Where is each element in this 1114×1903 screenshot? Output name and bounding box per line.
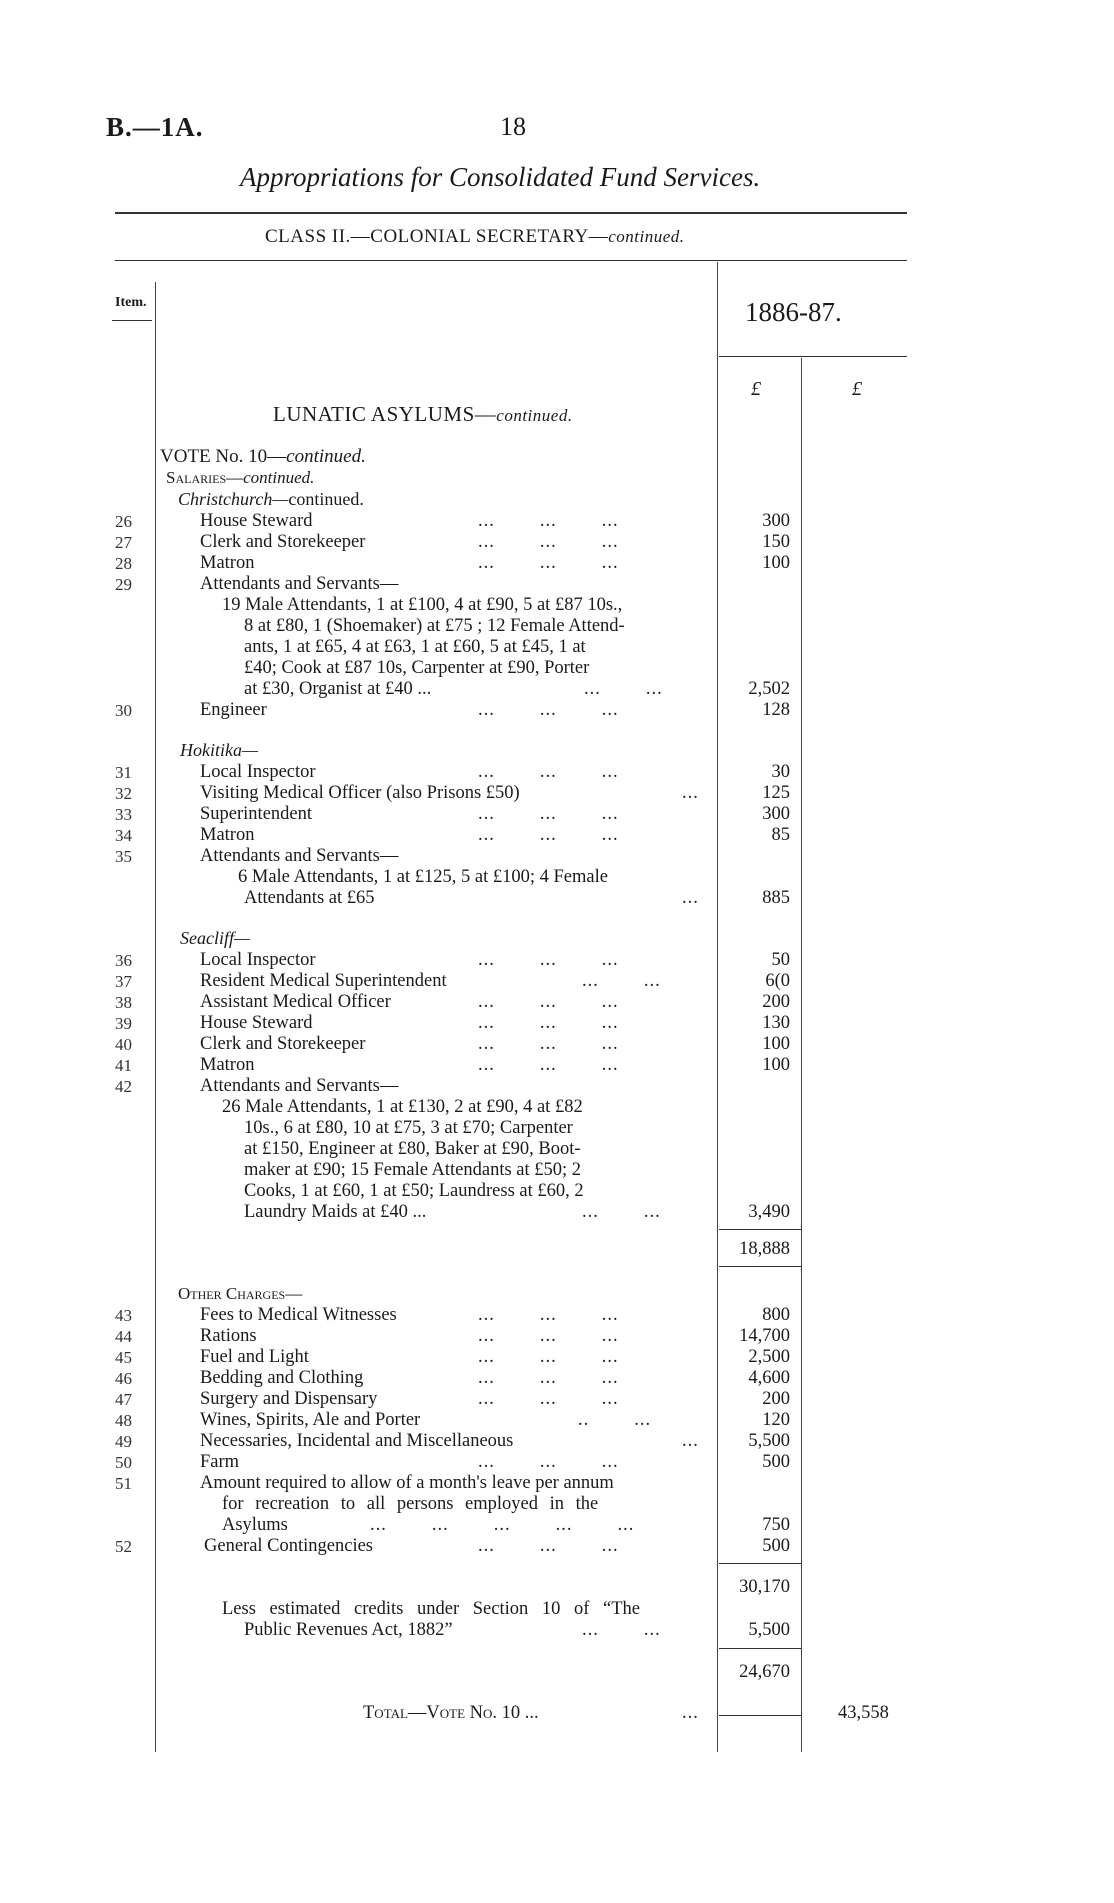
item-description: Local Inspector [200, 762, 316, 782]
item-amount: 800 [762, 1305, 790, 1325]
item-amount: 750 [762, 1515, 790, 1535]
item-column-header: Item. [115, 295, 147, 310]
document-reference: B.—1A. [106, 112, 204, 142]
title-rule [115, 212, 907, 214]
leader-dots: ... ... ... [478, 1305, 619, 1325]
leader-dots: ... ... [582, 971, 661, 991]
leader-dots: .. ... [578, 1410, 652, 1430]
leader-dots: ... ... ... [478, 825, 619, 845]
item-number: 46 [115, 1369, 132, 1388]
item-amount: 14,700 [739, 1326, 790, 1346]
item-header-rule [112, 320, 152, 321]
subtotal-rule [719, 1229, 801, 1230]
item-amount: 100 [762, 1034, 790, 1054]
seacliff-heading: Seacliff— [180, 928, 250, 948]
subtotal-rule [719, 1648, 801, 1649]
item-amount: 5,500 [748, 1431, 790, 1451]
item-amount: 6(0 [765, 971, 790, 991]
salaries-subtotal: 18,888 [739, 1239, 790, 1259]
section-title: LUNATIC ASYLUMS—continued. [273, 402, 573, 426]
total-rule [719, 1715, 801, 1716]
item-amount: 500 [762, 1536, 790, 1556]
leader-dots: ... ... ... [478, 1013, 619, 1033]
leader-dots: ... ... ... [478, 1452, 619, 1472]
item-amount: 125 [762, 783, 790, 803]
item-amount: 300 [762, 511, 790, 531]
item-description: Attendants and Servants— [200, 574, 399, 594]
item-amount: 130 [762, 1013, 790, 1033]
year-header-rule [719, 356, 907, 357]
item-number: 52 [115, 1537, 132, 1556]
item-number: 48 [115, 1411, 132, 1430]
year-column-header: 1886-87. [745, 297, 842, 327]
subtotal-rule [719, 1563, 801, 1564]
item-amount: 30 [771, 762, 790, 782]
item-number: 51 [115, 1474, 132, 1493]
leader-dots: ... ... ... [478, 1536, 619, 1556]
item-number: 47 [115, 1390, 132, 1409]
item-number: 28 [115, 554, 132, 573]
currency-symbol-totals: £ [852, 378, 862, 400]
item-number: 36 [115, 951, 132, 970]
leader-dots: ... ... ... [478, 1034, 619, 1054]
item-description: Clerk and Storekeeper [200, 532, 366, 552]
vote-line: VOTE No. 10—continued. [160, 446, 366, 467]
leader-dots: ... [682, 1703, 699, 1723]
item-number: 41 [115, 1056, 132, 1075]
item-description: Rations [200, 1326, 257, 1346]
item-description: Amount required to allow of a month's leave per annum [200, 1473, 614, 1493]
leader-dots: ... ... ... [478, 950, 619, 970]
item-amount: 2,502 [748, 679, 790, 699]
item-number: 39 [115, 1014, 132, 1033]
leader-dots: ... ... ... [478, 553, 619, 573]
leader-dots: ... ... ... [478, 532, 619, 552]
currency-symbol-items: £ [751, 378, 761, 400]
item-amount: 100 [762, 553, 790, 573]
leader-dots: ... ... ... [478, 804, 619, 824]
item-number: 43 [115, 1306, 132, 1325]
item-amount: 100 [762, 1055, 790, 1075]
item-description: Surgery and Dispensary [200, 1389, 378, 1409]
item-description: Fees to Medical Witnesses [200, 1305, 397, 1325]
item-description: Attendants and Servants— [200, 1076, 399, 1096]
leader-dots: ... ... ... [478, 1389, 619, 1409]
other-charges-subtotal: 30,170 [739, 1577, 790, 1597]
item-number: 37 [115, 972, 132, 991]
credits-amount: 5,500 [748, 1620, 790, 1640]
item-description: Local Inspector [200, 950, 316, 970]
item-description: Engineer [200, 700, 267, 720]
item-number: 27 [115, 533, 132, 552]
leader-dots: ... ... ... [478, 700, 619, 720]
page-number: 18 [500, 112, 526, 141]
item-amount: 85 [771, 825, 790, 845]
item-number: 44 [115, 1327, 132, 1346]
table-top-rule [115, 260, 907, 261]
item-number: 45 [115, 1348, 132, 1367]
leader-dots: ... ... ... [478, 1326, 619, 1346]
item-description: Attendants and Servants— [200, 846, 399, 866]
item-description: Clerk and Storekeeper [200, 1034, 366, 1054]
other-charges-heading: Other Charges— [178, 1284, 303, 1303]
leader-dots: ... ... ... [478, 762, 619, 782]
item-description: Farm [200, 1452, 240, 1472]
total-label: Total—Vote No. 10 ... [363, 1703, 539, 1723]
item-amount: 150 [762, 532, 790, 552]
item-description: Wines, Spirits, Ale and Porter [200, 1410, 421, 1430]
leader-dots: ... ... ... [478, 992, 619, 1012]
item-column-rule [155, 282, 156, 1752]
leader-dots: ... ... ... [478, 1368, 619, 1388]
item-description: House Steward [200, 511, 313, 531]
item-number: 49 [115, 1432, 132, 1451]
net-amount: 24,670 [739, 1662, 790, 1682]
item-number: 34 [115, 826, 132, 845]
item-number: 35 [115, 847, 132, 866]
item-description: Matron [200, 1055, 255, 1075]
class-title: CLASS II.—COLONIAL SECRETARY—continued. [265, 226, 685, 247]
item-number: 30 [115, 701, 132, 720]
salaries-heading: Salaries—continued. [166, 468, 315, 487]
item-amount: 885 [762, 888, 790, 908]
item-description: Matron [200, 825, 255, 845]
item-description: Superintendent [200, 804, 313, 824]
hokitika-heading: Hokitika— [180, 740, 258, 760]
leader-dots: ... [682, 783, 699, 803]
item-number: 29 [115, 575, 132, 594]
item-amount: 300 [762, 804, 790, 824]
christchurch-heading: Christchurch—continued. [178, 489, 364, 509]
item-number: 33 [115, 805, 132, 824]
item-number: 42 [115, 1077, 132, 1096]
item-description: Bedding and Clothing [200, 1368, 364, 1388]
item-amount: 128 [762, 700, 790, 720]
leader-dots: ... [682, 1431, 699, 1451]
item-number: 32 [115, 784, 132, 803]
subtotal-rule [719, 1266, 801, 1267]
item-description: Assistant Medical Officer [200, 992, 391, 1012]
item-description: Resident Medical Superintendent [200, 971, 447, 991]
item-description: General Contingencies [204, 1536, 374, 1556]
total-amount: 43,558 [838, 1703, 889, 1723]
leader-dots: ... ... ... [478, 1347, 619, 1367]
item-number: 31 [115, 763, 132, 782]
amount-column-rule-mid [801, 358, 802, 1752]
item-amount: 3,490 [748, 1202, 790, 1222]
item-amount: 200 [762, 992, 790, 1012]
item-description: House Steward [200, 1013, 313, 1033]
item-number: 40 [115, 1035, 132, 1054]
item-amount: 120 [762, 1410, 790, 1430]
item-amount: 2,500 [748, 1347, 790, 1367]
item-amount: 50 [771, 950, 790, 970]
item-description: Matron [200, 553, 255, 573]
item-amount: 4,600 [748, 1368, 790, 1388]
item-amount: 200 [762, 1389, 790, 1409]
item-number: 26 [115, 512, 132, 531]
page-title: Appropriations for Consolidated Fund Services. [240, 162, 761, 192]
item-number: 38 [115, 993, 132, 1012]
item-amount: 500 [762, 1452, 790, 1472]
leader-dots: ... ... ... [478, 1055, 619, 1075]
item-description: Fuel and Light [200, 1347, 309, 1367]
item-description: Visiting Medical Officer (also Prisons £50) [200, 783, 520, 803]
leader-dots: ... ... ... [478, 511, 619, 531]
item-number: 50 [115, 1453, 132, 1472]
item-description: Necessaries, Incidental and Miscellaneous [200, 1431, 514, 1451]
